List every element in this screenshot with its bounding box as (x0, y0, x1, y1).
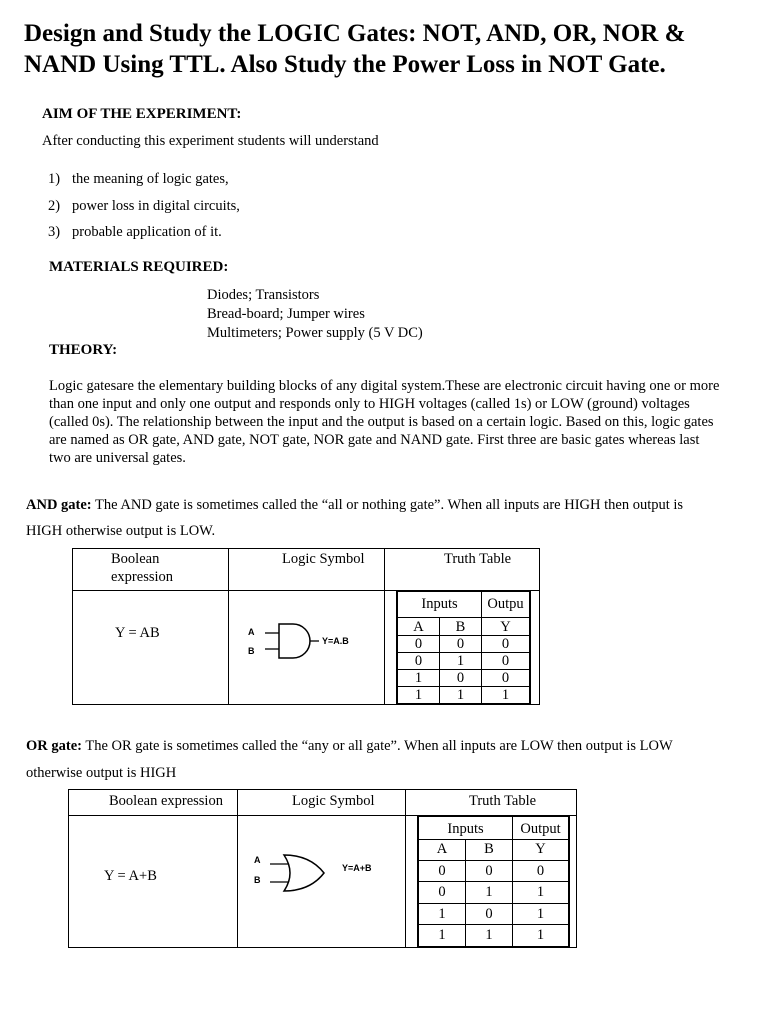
and-gate-symbol (243, 621, 383, 661)
and-gate-text: The AND gate is sometimes called the “all or nothing gate”. When all inputs are HIGH then output is (91, 497, 684, 513)
and-input-b-label: B (248, 646, 255, 656)
and-tt-cell: 1 (501, 687, 510, 703)
or-truth-table (417, 815, 570, 948)
and-gate-label: AND gate: (26, 497, 92, 513)
and-gate-table (72, 548, 540, 705)
and-col-boolean-line1: Boolean (111, 551, 160, 567)
and-gate-description-line2: HIGH otherwise output is LOW. (26, 523, 216, 539)
and-output-label: Y=A.B (322, 636, 349, 646)
list-text: the meaning of logic gates, (72, 171, 229, 187)
and-tt-output: Outpu (487, 596, 524, 612)
title-line-2: NAND Using TTL. Also Study the Power Loss in NOT Gate. (24, 51, 666, 78)
or-tt-cell: 0 (438, 863, 446, 879)
and-gate-icon (243, 621, 383, 661)
theory-line: than one input and only one output and responds only to HIGH voltages (called 1s) or LOW (ground) voltages (49, 396, 690, 412)
or-expression: Y = A+B (104, 868, 157, 884)
and-gate-description (26, 496, 683, 514)
aim-heading: AIM OF THE EXPERIMENT: (42, 106, 242, 122)
or-input-b-label: B (254, 875, 261, 885)
or-tt-cell: 0 (485, 863, 493, 879)
or-tt-cell: 1 (536, 927, 545, 943)
theory-paragraph (49, 377, 759, 467)
and-input-a-label: A (248, 627, 255, 637)
materials-item: Bread-board; Jumper wires (207, 306, 365, 322)
and-tt-cell: 0 (501, 653, 510, 669)
or-tt-cell: 1 (536, 906, 545, 922)
and-tt-y: Y (500, 619, 511, 635)
and-tt-cell: 1 (456, 653, 465, 669)
or-gate-symbol (252, 853, 402, 897)
aim-list-item (48, 197, 240, 215)
or-gate-description-line2: otherwise output is HIGH (26, 765, 177, 781)
materials-heading: MATERIALS REQUIRED: (49, 259, 229, 275)
theory-line: (called 0s). The relationship between the input and the output is based on a certain logic. Based on this, logic gates (49, 414, 714, 430)
list-text: probable application of it. (72, 224, 222, 240)
or-tt-inputs: Inputs (447, 821, 484, 837)
and-tt-a: A (413, 619, 424, 635)
or-tt-cell: 0 (485, 906, 493, 922)
or-tt-cell: 1 (485, 927, 493, 943)
materials-item: Multimeters; Power supply (5 V DC) (207, 325, 423, 341)
and-col-symbol: Logic Symbol (282, 551, 365, 567)
and-tt-cell: 0 (414, 636, 423, 652)
and-tt-cell: 1 (414, 687, 423, 703)
or-output-label: Y=A+B (342, 863, 372, 873)
and-col-boolean (111, 550, 173, 586)
materials-item: Diodes; Transistors (207, 287, 320, 303)
or-tt-cell: 1 (485, 884, 493, 900)
or-tt-cell: 1 (438, 906, 446, 922)
or-tt-a: A (436, 841, 448, 857)
and-tt-inputs: Inputs (421, 596, 458, 612)
and-expression: Y = AB (115, 625, 160, 641)
theory-line: are named as OR gate, AND gate, NOT gate, NOR gate and NAND gate. First three are basic gates whereas last (49, 432, 700, 448)
and-tt-cell: 0 (501, 670, 510, 686)
or-col-boolean: Boolean expression (109, 793, 223, 809)
and-tt-cell: 0 (501, 636, 510, 652)
and-tt-cell: 0 (414, 653, 423, 669)
and-truth-table (396, 590, 531, 705)
and-tt-cell: 0 (456, 636, 465, 652)
or-tt-y: Y (535, 841, 546, 857)
or-tt-cell: 0 (536, 863, 545, 879)
and-tt-cell: 1 (456, 687, 465, 703)
theory-heading: THEORY: (49, 342, 118, 358)
or-input-a-label: A (254, 855, 261, 865)
or-gate-label: OR gate: (26, 738, 82, 754)
or-tt-cell: 1 (438, 927, 446, 943)
list-text: power loss in digital circuits, (72, 198, 240, 214)
aim-intro: After conducting this experiment students will understand (42, 133, 379, 149)
list-number: 2) (48, 198, 61, 214)
or-gate-icon (252, 853, 402, 897)
and-col-boolean-line2: expression (111, 569, 174, 585)
and-tt-b: B (455, 619, 466, 635)
or-tt-cell: 1 (536, 884, 545, 900)
or-tt-b: B (484, 841, 494, 857)
and-tt-cell: 0 (456, 670, 465, 686)
theory-line: Logic gatesare the elementary building blocks of any digital system.These are electronic circuit having one or more (49, 378, 720, 394)
or-col-symbol: Logic Symbol (292, 793, 375, 809)
list-number: 1) (48, 171, 61, 187)
list-number: 3) (48, 224, 61, 240)
page-title (24, 18, 754, 80)
or-tt-output: Output (520, 821, 561, 837)
and-col-truth: Truth Table (444, 551, 512, 567)
or-tt-cell: 0 (438, 884, 446, 900)
aim-list-item (48, 170, 229, 188)
or-col-truth: Truth Table (469, 793, 537, 809)
or-gate-text: The OR gate is sometimes called the “any or all gate”. When all inputs are LOW then output is LOW (81, 738, 673, 754)
theory-line: two are universal gates. (49, 450, 186, 466)
and-tt-cell: 1 (414, 670, 423, 686)
or-gate-description (26, 737, 673, 755)
aim-list-item (48, 223, 222, 241)
or-gate-table (68, 789, 577, 948)
title-line-1: Design and Study the LOGIC Gates: NOT, AND, OR, NOR & (24, 20, 686, 47)
